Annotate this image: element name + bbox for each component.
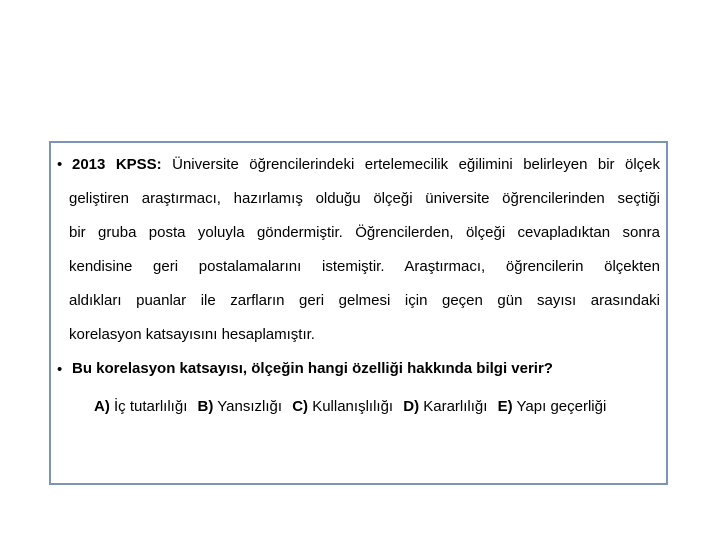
answer-text-b: Yansızlığı — [217, 398, 283, 415]
answer-letter-a: A) — [94, 398, 110, 415]
question-line-5: aldıkları puanlar ile zarfların geri gelmesi için geçen gün sayısı arasındaki — [69, 292, 660, 309]
answer-option-e[interactable] — [498, 398, 607, 415]
question-line-4: kendisine geri postalamalarını istemiştir. Araştırmacı, öğrencilerin ölçekten — [69, 258, 660, 275]
question-text-line-1: Üniversite öğrencilerindeki ertelemecilik eğilimini belirleyen bir ölçek — [172, 156, 660, 173]
answer-letter-b: B) — [197, 398, 214, 415]
answer-options — [94, 398, 612, 415]
question-line-2: geliştiren araştırmacı, hazırlamış olduğu ölçeği üniversite öğrencilerinden seçtiği — [69, 190, 660, 207]
bullet-1: • — [57, 156, 63, 173]
source-label: 2013 KPSS: — [72, 156, 162, 173]
answer-option-b[interactable] — [198, 398, 283, 415]
answer-option-a[interactable] — [94, 398, 187, 415]
bullet-2: • — [57, 361, 63, 378]
answer-letter-c: C) — [292, 398, 309, 415]
question-prompt-text: Bu korelasyon katsayısı, ölçeğin hangi özelliği hakkında bilgi verir? — [72, 360, 553, 377]
answer-text-c: Kullanışlılığı — [312, 398, 394, 415]
answer-letter-e: E) — [497, 398, 513, 415]
question-line-3: bir gruba posta yoluyla göndermiştir. Öğrencilerden, ölçeği cevapladıktan sonra — [69, 224, 660, 241]
question-prompt — [72, 352, 663, 386]
answer-option-d[interactable] — [403, 398, 487, 415]
question-line-6: korelasyon katsayısını hesaplamıştır. — [69, 326, 315, 343]
answer-letter-d: D) — [403, 398, 420, 415]
answer-option-c[interactable] — [292, 398, 393, 415]
question-line-1 — [72, 148, 660, 182]
answer-text-d: Kararlılığı — [423, 398, 488, 415]
answer-text-a: İç tutarlılığı — [114, 398, 188, 415]
answer-text-e: Yapı geçerliği — [516, 398, 607, 415]
